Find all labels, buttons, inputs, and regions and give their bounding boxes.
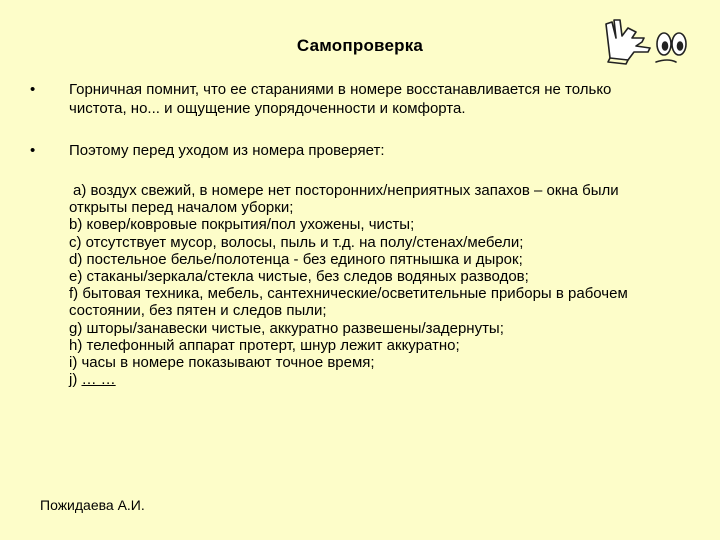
bullet-marker: • bbox=[30, 81, 36, 98]
author-name: Пожидаева А.И. bbox=[40, 497, 145, 513]
bullet-text bbox=[69, 141, 689, 160]
checklist-line: b) ковер/ковровые покрытия/пол ухожены, чисты; bbox=[69, 216, 415, 234]
bullet-text bbox=[69, 80, 689, 118]
checklist-line: e) стаканы/зеркала/стекла чистые, без следов водяных разводов; bbox=[69, 268, 529, 286]
checklist-line: d) постельное белье/полотенца - без единого пятнышка и дырок; bbox=[69, 250, 523, 268]
checklist-line: открыты перед началом уборки; bbox=[69, 199, 294, 217]
checklist-line: a) воздух свежий, в номере нет посторонних/неприятных запахов – окна были bbox=[73, 182, 619, 199]
slide-title: Самопроверка bbox=[296, 36, 424, 55]
checklist-line-last bbox=[69, 371, 689, 388]
bullet-marker: • bbox=[30, 142, 36, 159]
checklist-line: c) отсутствует мусор, волосы, пыль и т.д. на полу/стенах/мебели; bbox=[69, 233, 524, 251]
checklist-line: g) шторы/занавески чистые, аккуратно развешены/задернуты; bbox=[69, 319, 504, 337]
checklist-line: f) бытовая техника, мебель, сантехнические/осветительные приборы в рабочем bbox=[69, 285, 628, 303]
bullet-line: Поэтому перед уходом из номера проверяет: bbox=[69, 142, 385, 159]
cartoon-hand-icon bbox=[598, 14, 694, 68]
checklist bbox=[69, 182, 689, 388]
bullet-line: чистота, но... и ощущение упорядоченности и комфорта. bbox=[69, 100, 466, 117]
checklist-ellipsis: … … bbox=[81, 371, 116, 389]
checklist-line: состоянии, без пятен и следов пыли; bbox=[69, 302, 327, 320]
bullet-line: Горничная помнит, что ее стараниями в номере восстанавливается не только bbox=[69, 81, 612, 98]
checklist-prefix: j) bbox=[69, 371, 78, 389]
checklist-line: h) телефонный аппарат протерт, шнур лежит аккуратно; bbox=[69, 336, 460, 354]
checklist-line: i) часы в номере показывают точное время; bbox=[69, 354, 375, 372]
